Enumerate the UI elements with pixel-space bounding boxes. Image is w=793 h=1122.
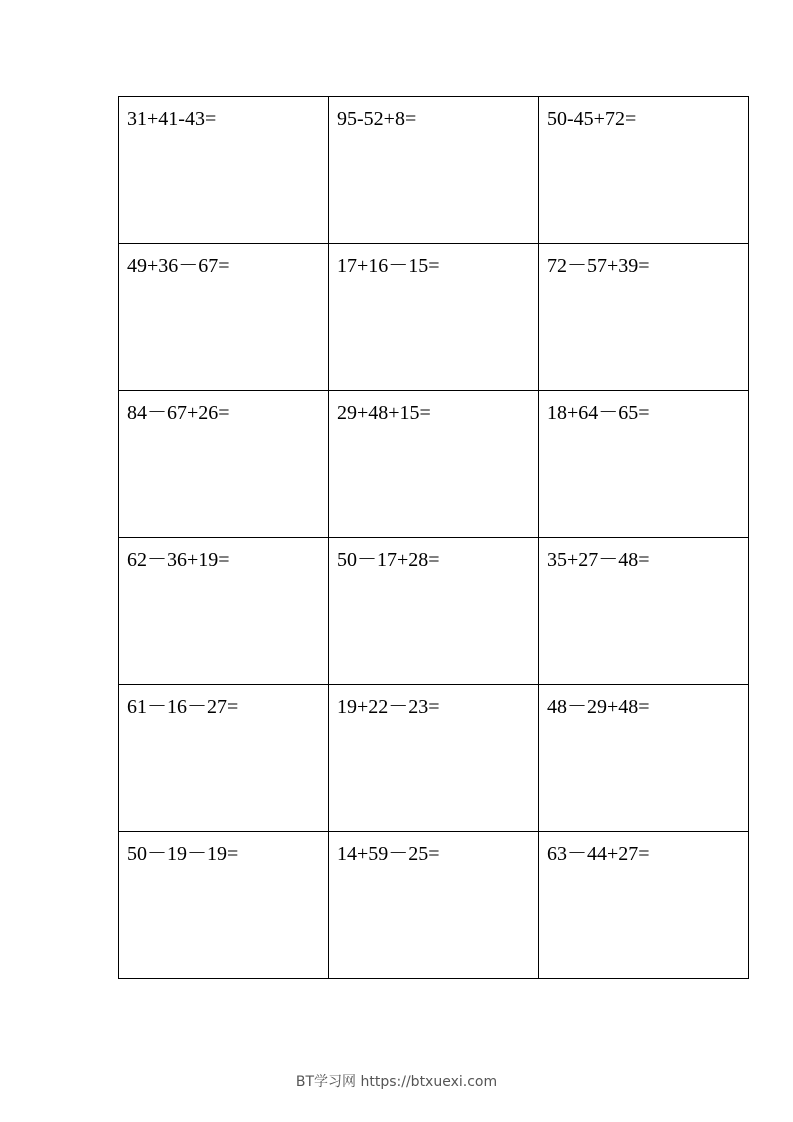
- problem-text: 50－19－19=: [127, 843, 239, 865]
- problem-cell: [329, 97, 539, 244]
- problem-text: 31+41-43=: [127, 108, 217, 130]
- problem-cell: [329, 685, 539, 832]
- worksheet-row: [119, 685, 749, 832]
- problem-cell: [539, 832, 749, 979]
- problem-cell: [329, 538, 539, 685]
- problem-text: 17+16－15=: [337, 255, 440, 277]
- problem-text: 14+59－25=: [337, 843, 440, 865]
- problem-cell: [329, 832, 539, 979]
- arithmetic-worksheet-grid: [118, 96, 749, 979]
- footer-watermark: BT学习网 https://btxuexi.com: [295, 1074, 498, 1090]
- problem-cell: [119, 538, 329, 685]
- problem-cell: [119, 244, 329, 391]
- problem-text: 19+22－23=: [337, 696, 440, 718]
- problem-text: 84－67+26=: [127, 402, 230, 424]
- problem-cell: [539, 391, 749, 538]
- problem-cell: [119, 832, 329, 979]
- problem-text: 49+36－67=: [127, 255, 230, 277]
- problem-text: 48－29+48=: [547, 696, 650, 718]
- problem-cell: [539, 244, 749, 391]
- problem-text: 50－17+28=: [337, 549, 440, 571]
- worksheet-row: [119, 538, 749, 685]
- worksheet-row: [119, 97, 749, 244]
- problem-cell: [119, 685, 329, 832]
- problem-text: 72－57+39=: [547, 255, 650, 277]
- worksheet-row: [119, 832, 749, 979]
- problem-cell: [119, 97, 329, 244]
- problem-cell: [539, 97, 749, 244]
- problem-text: 63－44+27=: [547, 843, 650, 865]
- worksheet-row: [119, 391, 749, 538]
- problem-text: 95-52+8=: [337, 108, 417, 130]
- problem-text: 29+48+15=: [337, 402, 431, 424]
- problem-cell: [539, 685, 749, 832]
- problem-text: 18+64－65=: [547, 402, 650, 424]
- problem-cell: [329, 391, 539, 538]
- problem-text: 35+27－48=: [547, 549, 650, 571]
- problem-text: 61－16－27=: [127, 696, 239, 718]
- problem-cell: [119, 391, 329, 538]
- problem-text: 50-45+72=: [547, 108, 637, 130]
- problem-cell: [329, 244, 539, 391]
- worksheet-row: [119, 244, 749, 391]
- problem-cell: [539, 538, 749, 685]
- problem-text: 62－36+19=: [127, 549, 230, 571]
